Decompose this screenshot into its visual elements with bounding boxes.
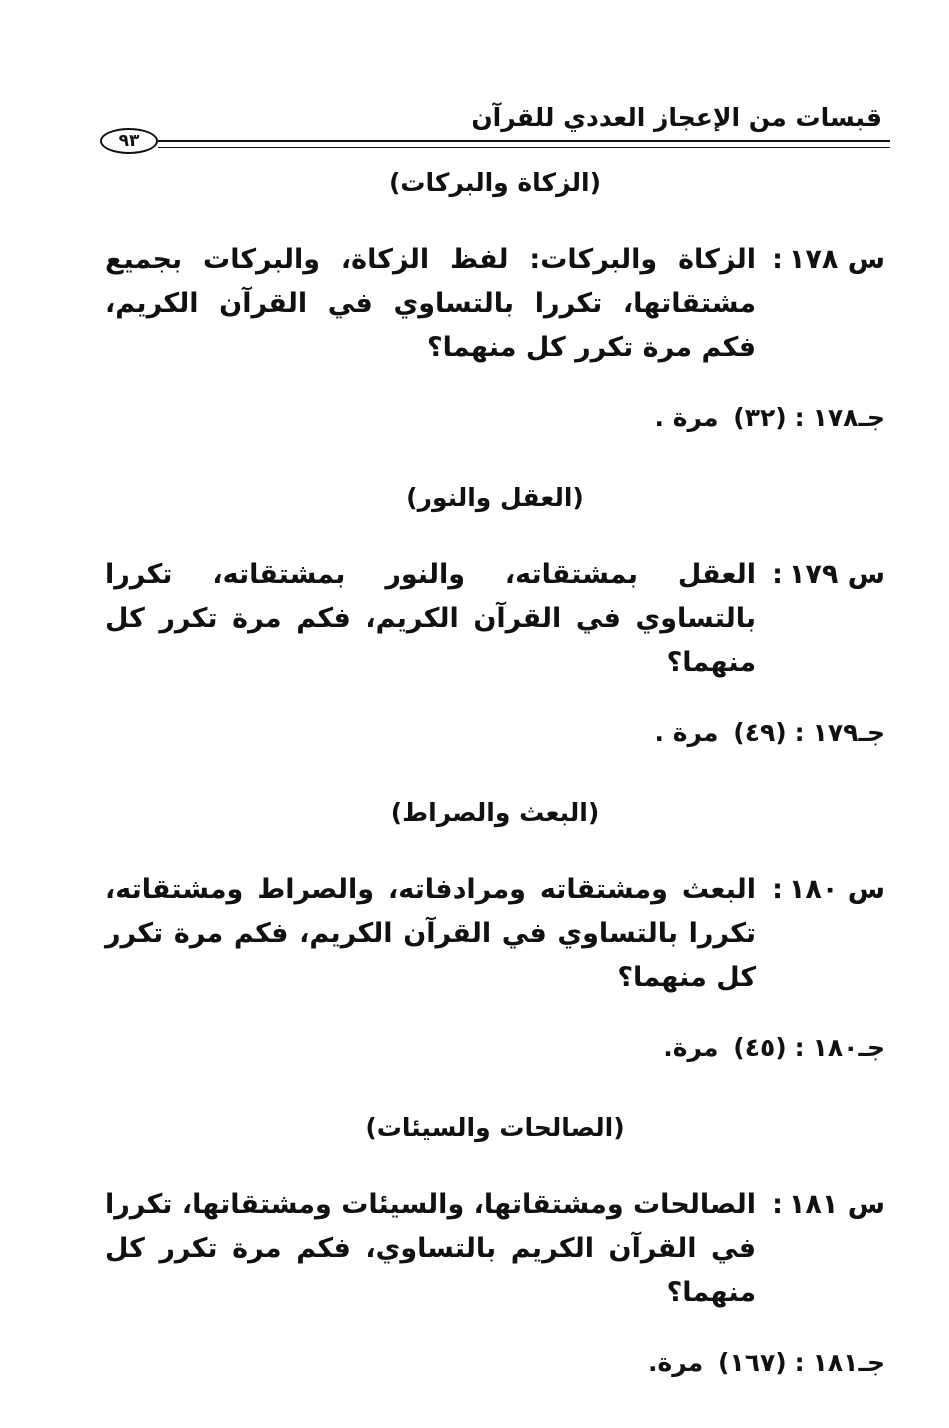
- answer-value: (٤٩): [733, 718, 787, 747]
- question-text: الصالحات ومشتقاتها، والسيئات ومشتقاتها، تكررا في القرآن الكريم بالتساوي، فكم مرة تكرر كل منهما؟: [105, 1189, 757, 1308]
- answer: [105, 715, 885, 751]
- question-marker: س: [847, 244, 885, 275]
- header-rule: [158, 140, 890, 148]
- question-marker: س: [847, 874, 885, 905]
- section-heading: (العقل والنور): [406, 483, 584, 512]
- question-text: العقل بمشتقاته، والنور بمشتقاته، تكررا بالتساوي في القرآن الكريم، فكم مرة تكرر كل منهما؟: [105, 559, 757, 678]
- colon: :: [794, 1033, 805, 1062]
- colon: :: [772, 874, 783, 905]
- question-prefix: [756, 553, 885, 597]
- answer-unit: مرة .: [654, 403, 719, 432]
- question: [105, 238, 885, 370]
- answer-marker: جـ: [858, 1348, 885, 1377]
- answer: [105, 1030, 885, 1066]
- answer-value: (٤٥): [733, 1033, 787, 1062]
- colon: :: [772, 244, 783, 275]
- page-header: [100, 98, 890, 158]
- answer-unit: مرة .: [654, 718, 719, 747]
- answer-marker: جـ: [858, 1033, 885, 1062]
- question-text: البعث ومشتقاته ومرادفاته، والصراط ومشتقاته، تكررا بالتساوي في القرآن الكريم، فكم مرة تكرر كل منهما؟: [105, 874, 757, 993]
- colon: :: [794, 1348, 805, 1377]
- answer-marker: جـ: [858, 403, 885, 432]
- answer-value: (٣٢): [733, 403, 787, 432]
- answer-number: ١٧٩: [812, 718, 859, 747]
- question-number: ١٧٨: [788, 244, 839, 275]
- colon: :: [794, 403, 805, 432]
- question-number: ١٨٠: [788, 874, 839, 905]
- answer-number: ١٨١: [812, 1348, 859, 1377]
- question: [105, 1183, 885, 1315]
- question-number: ١٨١: [788, 1189, 839, 1220]
- answer-number: ١٧٨: [812, 403, 859, 432]
- answer-number: ١٨٠: [812, 1033, 859, 1062]
- running-title: قبسات من الإعجاز العددي للقرآن: [471, 103, 882, 132]
- section-heading: (الزكاة والبركات): [388, 168, 602, 197]
- colon: :: [772, 559, 783, 590]
- question-prefix: [756, 238, 885, 282]
- qa-section-salihat: [105, 1113, 885, 1381]
- answer-unit: مرة.: [663, 1033, 719, 1062]
- answer-marker: جـ: [858, 718, 885, 747]
- answer-unit: مرة.: [647, 1348, 704, 1377]
- question-marker: س: [847, 559, 885, 590]
- page-content: [105, 168, 885, 1428]
- qa-section-baath: [105, 798, 885, 1066]
- colon: :: [772, 1189, 783, 1220]
- question-number: ١٧٩: [788, 559, 839, 590]
- answer: [105, 400, 885, 436]
- qa-section-aql: [105, 483, 885, 751]
- question-prefix: [756, 868, 885, 912]
- question-text: الزكاة والبركات: لفظ الزكاة، والبركات بجميع مشتقاتها، تكررا بالتساوي في القرآن الكريم، فكم مرة تكرر كل منهما؟: [105, 244, 757, 363]
- section-heading: (البعث والصراط): [390, 798, 600, 827]
- section-heading: (الصالحات والسيئات): [365, 1113, 625, 1142]
- answer: [105, 1345, 885, 1381]
- question-prefix: [756, 1183, 885, 1227]
- question: [105, 868, 885, 1000]
- question-marker: س: [847, 1189, 885, 1220]
- page-number: ٩٣: [100, 128, 158, 154]
- answer-value: (١٦٧): [718, 1348, 787, 1377]
- question: [105, 553, 885, 685]
- colon: :: [794, 718, 805, 747]
- qa-section-zakat: [105, 168, 885, 436]
